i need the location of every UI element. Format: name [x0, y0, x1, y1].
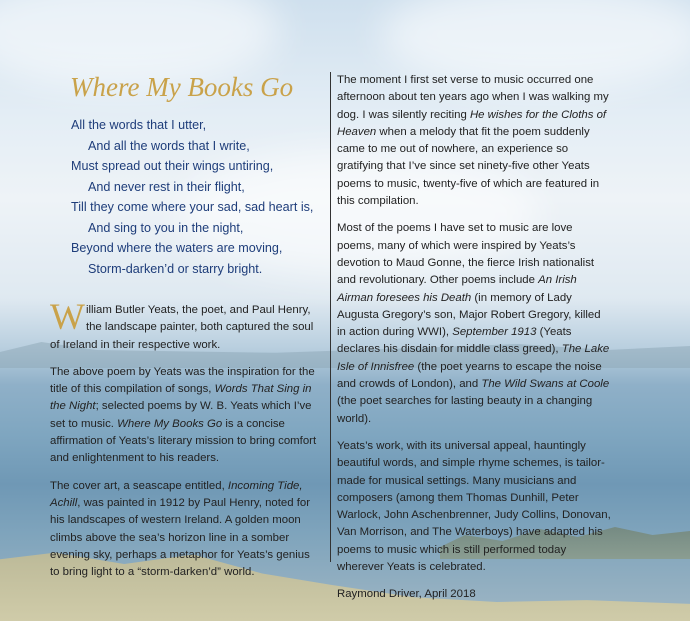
- love-poems-paragraph: Most of the poems I have set to music are love poems, many of which were inspired by Yeats’s devotion to Maud Gonne, the fierce Irish nationalist and revolutionary. Other poems include An Irish Airman foresees his Death (in memory of Lady Augusta Gregory’s son, Major Robert Gregory, killed in action during WWI), September 1913 (Yeats declares his disdain for middle class greed), The Lake Isle of Innisfree (the poet yearns to escape the noise and crowds of London), and The Wild Swans at Coole (the poet searches for lasting beauty in a changing world).: [337, 222, 610, 425]
- legacy-paragraph: Yeats’s work, with its universal appeal, hauntingly beautiful words, and simple rhyme schemes, is tailor-made for musical settings. Many musicians and composers (among them Thomas Dunhill, Peter Warlock, John Aschenbrenner, Judy Collins, Donovan, Van Morrison, and The Waterboys) have adapted his poems to music which is still performed today wherever Yeats is celebrated.: [337, 439, 611, 574]
- right-column: [337, 72, 612, 600]
- poem-line: Must spread out their wings untiring,: [71, 159, 274, 173]
- poem: [71, 115, 322, 279]
- origin-paragraph: The moment I first set verse to music occurred one afternoon about ten years ago when I was walking my dog. I was silently reciting He wishes for the Cloths of Heaven when a melody that fit the poem suddenly came to me out of nowhere, an experience so gratifying that I’ve since set ninety-five other Yeats poems to music, twenty-five of which are featured in this compilation.: [337, 74, 609, 208]
- poem-reference: An Irish Airman foresees his Death: [337, 274, 577, 304]
- poem-line: And sing to you in the night,: [88, 220, 244, 235]
- poem-reference: The Wild Swans at Coole: [481, 378, 610, 391]
- poem-line: And all the words that I write,: [88, 138, 250, 153]
- poem-line: Storm-darken’d or starry bright.: [88, 261, 263, 276]
- left-column: [50, 72, 322, 591]
- poem-reference: September 1913: [452, 326, 537, 339]
- column-divider: [330, 72, 331, 562]
- poem-line: And never rest in their flight,: [88, 179, 245, 194]
- cover-art-paragraph: The cover art, a seascape entitled, Incoming Tide, Achill, was painted in 1912 by Paul Henry, noted for his landscapes of western Ireland. A golden moon climbs above the sea’s horizon line in a somber evening sky, perhaps a metaphor for Yeats’s genius to bring light to a “storm-darken’d” world.: [50, 479, 311, 579]
- signature: Raymond Driver, April 2018: [337, 588, 476, 601]
- poem-line: Beyond where the waters are moving,: [71, 241, 283, 255]
- inspiration-paragraph: The above poem by Yeats was the inspiration for the title of this compilation of songs, Words That Sing in the Night; selected poems by W. B. Yeats which I’ve set to music. Where My Books Go is a concise affirmation of Yeats’s literary mission to bring comfort and enlightenment to his readers.: [50, 365, 317, 465]
- poem-title: Where My Books Go: [70, 72, 294, 102]
- poem-reference: Where My Books Go: [117, 417, 223, 430]
- poem-line: All the words that I utter,: [71, 118, 207, 132]
- intro-paragraph: William Butler Yeats, the poet, and Paul Henry, the landscape painter, both captured the soul of Ireland in their respective work.: [50, 297, 314, 351]
- poem-reference: He wishes for the Cloths of Heaven: [337, 108, 607, 138]
- poem-line: Till they come where your sad, sad heart is,: [71, 200, 314, 214]
- painting-title: Incoming Tide, Achill: [50, 479, 303, 509]
- book-title: Words That Sing in the Night: [50, 383, 312, 413]
- poem-reference: The Lake Isle of Innisfree: [337, 343, 610, 373]
- drop-cap: W: [50, 297, 85, 338]
